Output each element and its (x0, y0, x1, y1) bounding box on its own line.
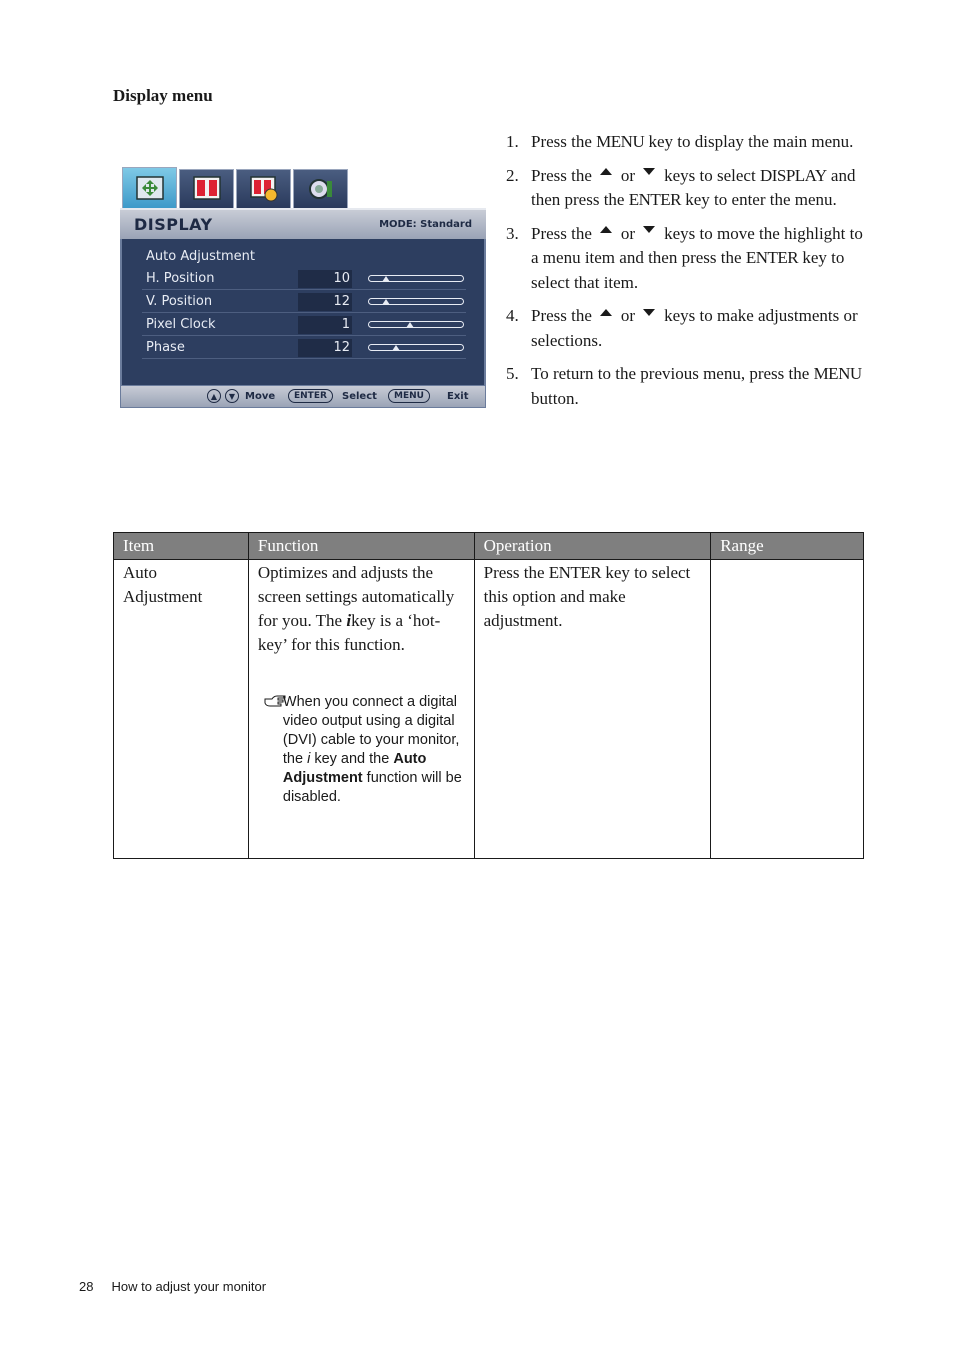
up-key-icon (600, 226, 612, 233)
function-table (113, 532, 864, 859)
cell-function (248, 560, 474, 859)
osd-footer (120, 385, 486, 408)
operation-text: key to select this option and make adjustment. (483, 563, 691, 630)
step-text: key to enter the menu. (681, 190, 837, 209)
osd-row-value: 1 (298, 316, 352, 334)
step-number: 5. (506, 364, 519, 383)
osd-footer-menu-key: MENU (388, 389, 430, 403)
step-5 (506, 362, 866, 411)
up-arrow-icon: ▲ (207, 389, 221, 403)
osd-slider-knob (382, 276, 390, 282)
osd-row-value: 10 (298, 270, 352, 288)
step-text: Press the (531, 165, 592, 185)
osd-mode: MODE: Standard (379, 219, 472, 230)
step-text: key to display the main menu. (644, 132, 854, 151)
step-text: Press the (531, 306, 592, 325)
osd-slider-knob (392, 345, 400, 351)
osd-row-label: Phase (146, 340, 185, 355)
osd-row-label: Auto Adjustment (146, 249, 255, 264)
step-1 (506, 130, 866, 155)
pointing-hand-icon (264, 694, 286, 714)
osd-title-bar (120, 208, 486, 239)
up-key-icon (600, 309, 612, 316)
table-header-row (114, 533, 864, 560)
header-operation: Operation (474, 533, 711, 560)
header-item: Item (114, 533, 249, 560)
operation-text: Press the (483, 563, 549, 582)
note-text: function will be disabled. (282, 770, 462, 805)
note-i-key: i (307, 751, 311, 767)
osd-slider-knob (406, 322, 414, 328)
page-footer (79, 1279, 266, 1294)
osd-row-v-position (142, 292, 466, 313)
section-name: How to adjust your monitor (111, 1279, 267, 1294)
cell-operation (474, 560, 711, 859)
key-name: MENU (813, 364, 862, 383)
function-text: Optimizes and adjusts the screen settings automatically for you. The (257, 563, 455, 630)
step-text: Press the (531, 132, 597, 151)
instruction-steps (506, 130, 866, 420)
key-name: ENTER (745, 248, 799, 267)
down-arrow-icon: ▼ (225, 389, 239, 403)
step-text: or (620, 306, 636, 325)
step-text: To return to the previous menu, press the (531, 364, 814, 383)
key-name: ENTER (628, 190, 682, 209)
step-text: or (620, 165, 636, 185)
step-number: 3. (506, 223, 519, 243)
down-key-icon (643, 168, 655, 175)
cell-range (711, 560, 864, 859)
step-4 (506, 304, 866, 353)
osd-slider (368, 321, 464, 328)
function-text: key is a ‘hot-key’ for this function. (257, 611, 441, 654)
step-number: 1. (506, 132, 519, 151)
step-text: button. (531, 388, 579, 408)
osd-row-auto-adjustment (142, 247, 466, 267)
step-number: 4. (506, 306, 519, 325)
osd-row-value: 12 (298, 339, 352, 357)
osd-footer-move: Move (245, 391, 276, 402)
osd-row-pixel-clock (142, 315, 466, 336)
cell-item: Auto Adjustment (114, 560, 249, 859)
osd-title: DISPLAY (134, 215, 213, 234)
osd-screenshot (120, 164, 486, 408)
osd-row-phase (142, 338, 466, 359)
step-text: keys to make adjustments or selections. (531, 306, 858, 350)
up-key-icon (600, 168, 612, 175)
step-3 (506, 222, 866, 296)
step-text: key to select that item. (531, 248, 845, 292)
key-name: DISPLAY (759, 165, 827, 185)
key-name: MENU (596, 132, 645, 151)
osd-tab-display-icon (122, 167, 177, 209)
note (258, 693, 465, 807)
step-number: 2. (506, 165, 519, 185)
osd-footer-enter-key: ENTER (288, 389, 333, 403)
osd-tab-picture-advanced-icon (236, 169, 291, 208)
osd-slider (368, 344, 464, 351)
osd-tab-picture-icon (179, 169, 234, 208)
osd-row-label: H. Position (146, 271, 215, 286)
i-key-glyph: i (346, 611, 352, 630)
osd-tab-bar (120, 164, 486, 208)
step-text: or (620, 223, 636, 243)
step-2 (506, 164, 866, 213)
step-text: and then press the (531, 165, 856, 209)
osd-row-value: 12 (298, 293, 352, 311)
note-text: When you connect a digital video output using a digital (DVI) cable to your monitor, the (282, 694, 460, 767)
osd-row-label: Pixel Clock (146, 317, 216, 332)
osd-row-h-position (142, 269, 466, 290)
step-text: keys to move the highlight to a menu item and then press the (531, 223, 863, 267)
down-key-icon (643, 226, 655, 233)
page-number: 28 (79, 1279, 94, 1294)
note-text: key and the (310, 751, 394, 767)
down-key-icon (643, 309, 655, 316)
osd-footer-exit: Exit (447, 391, 469, 402)
step-text: keys to select (664, 165, 760, 185)
header-function: Function (248, 533, 474, 560)
osd-footer-select: Select (342, 391, 377, 402)
key-name: ENTER (548, 563, 602, 582)
osd-slider-knob (382, 299, 390, 305)
table-row (114, 560, 864, 859)
osd-menu-body (120, 239, 486, 385)
step-text: Press the (531, 223, 592, 243)
section-heading: Display menu (113, 86, 213, 105)
note-bold-text: Auto Adjustment (282, 751, 427, 786)
header-range: Range (711, 533, 864, 560)
osd-tab-system-icon (293, 169, 348, 208)
osd-row-label: V. Position (146, 294, 213, 309)
